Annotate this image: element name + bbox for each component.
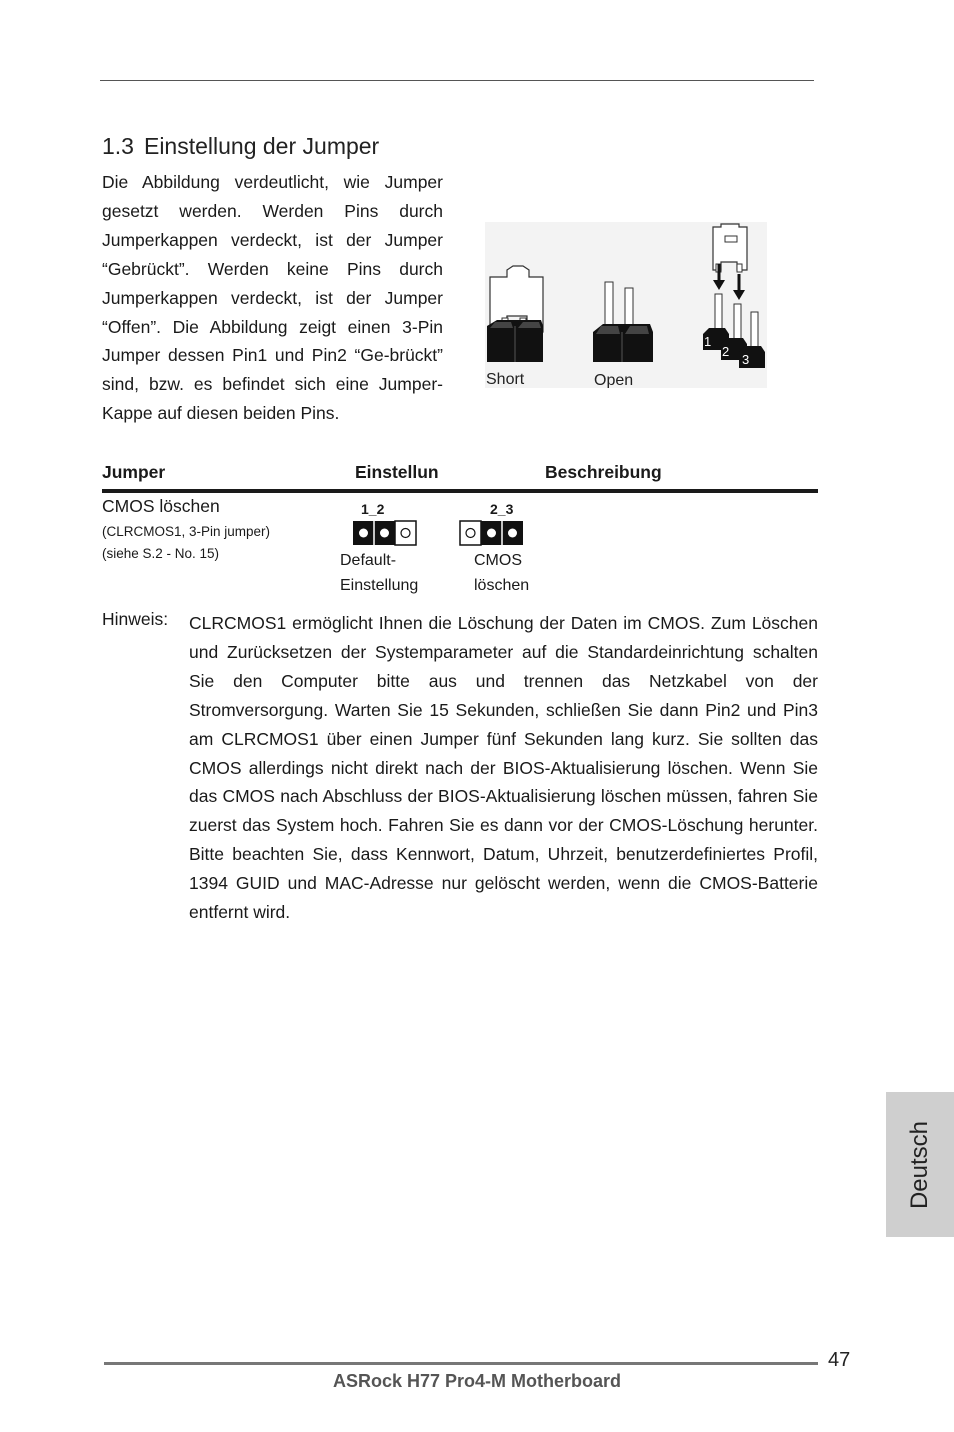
- footer-rule: [104, 1362, 818, 1365]
- table-header-rule: [102, 489, 818, 493]
- section-number: 1.3: [102, 133, 134, 159]
- pin-number-3: 3: [742, 352, 750, 367]
- section-title: [102, 133, 379, 160]
- setting-a-pin-diagram: [352, 520, 418, 546]
- jumper-id: (CLRCMOS1, 3-Pin jumper): [102, 524, 271, 539]
- intro-paragraph: Die Abbildung verdeutlicht, wie Jumper gesetzt werden. Werden Pins durch Jumperkappen verdeckt, ist der Jumper “Gebrückt”. Werden keine Pins durch Jumperkappen verdeckt, ist der Jumper “Offen”. Die Abbildung zeigt einen 3-Pin Jumper dessen Pin1 und Pin2 “Ge-brückt” sind, bzw. es befindet sich eine Jumper-Kappe auf diesen beiden Pins.: [102, 172, 443, 424]
- setting-a-caption-2: Einstellung: [340, 577, 419, 594]
- open-jumper-graphic: [593, 282, 653, 362]
- section-title-text: Einstellung der Jumper: [143, 133, 380, 159]
- note-label: Hinweis:: [102, 609, 169, 629]
- three-pin-jumper-graphic: [703, 224, 765, 368]
- short-label: Short: [486, 371, 525, 388]
- table-header-description: Beschreibung: [545, 462, 662, 482]
- setting-b-pins: 2_3: [490, 501, 514, 517]
- pin-number-2: 2: [722, 344, 730, 359]
- setting-a-caption-1: Default-: [340, 552, 397, 569]
- table-header-jumper: Jumper: [102, 462, 166, 482]
- setting-b-caption-2: löschen: [474, 577, 530, 594]
- setting-b-caption-1: CMOS: [474, 552, 522, 569]
- setting-a-pins: 1_2: [361, 501, 385, 517]
- jumper-location: (siehe S.2 - No. 15): [102, 546, 220, 561]
- jumper-illustration-svg: [485, 222, 767, 388]
- setting-b-pin-diagram: [459, 520, 525, 546]
- table-header-setting: Einstellun: [355, 462, 439, 482]
- short-jumper-graphic: [487, 266, 543, 362]
- jumper-illustration: [485, 222, 767, 388]
- note-text: CLRCMOS1 ermöglicht Ihnen die Löschung der Daten im CMOS. Zum Löschen und Zurücksetzen der Systemparameter auf die Standardeinrichtung schalten Sie den Computer bitte aus und trennen das Netzkabel von der Stromversorgung. Warten Sie 15 Sekunden, schließen Sie dann Pin2 und Pin3 am CLRCMOS1 über einen Jumper fünf Sekunden lang kurz. Sie sollten das CMOS allerdings nicht direkt nach der BIOS-Aktualisierung löschen. Wenn Sie das CMOS nach Abschluss der BIOS-Aktualisierung löschen müssen, fahren Sie zuerst das System hoch. Fahren Sie es dann vor der CMOS-Löschung herunter. Bitte beachten Sie, dass Kennwort, Datum, Uhrzeit, benutzerdefiniertes Profil, 1394 GUID und MAC-Adresse nur gelöscht werden, wenn die CMOS-Batterie entfernt wird.: [189, 613, 818, 923]
- footer-title: ASRock H77 Pro4-M Motherboard: [332, 1371, 622, 1391]
- open-label: Open: [594, 372, 634, 388]
- top-rule: [100, 80, 814, 81]
- page-number: 47: [828, 1349, 851, 1371]
- language-tab: [886, 1092, 954, 1237]
- jumper-name: CMOS löschen: [102, 496, 220, 516]
- language-tab-label: Deutsch: [906, 1120, 933, 1209]
- pin-number-1: 1: [704, 334, 712, 349]
